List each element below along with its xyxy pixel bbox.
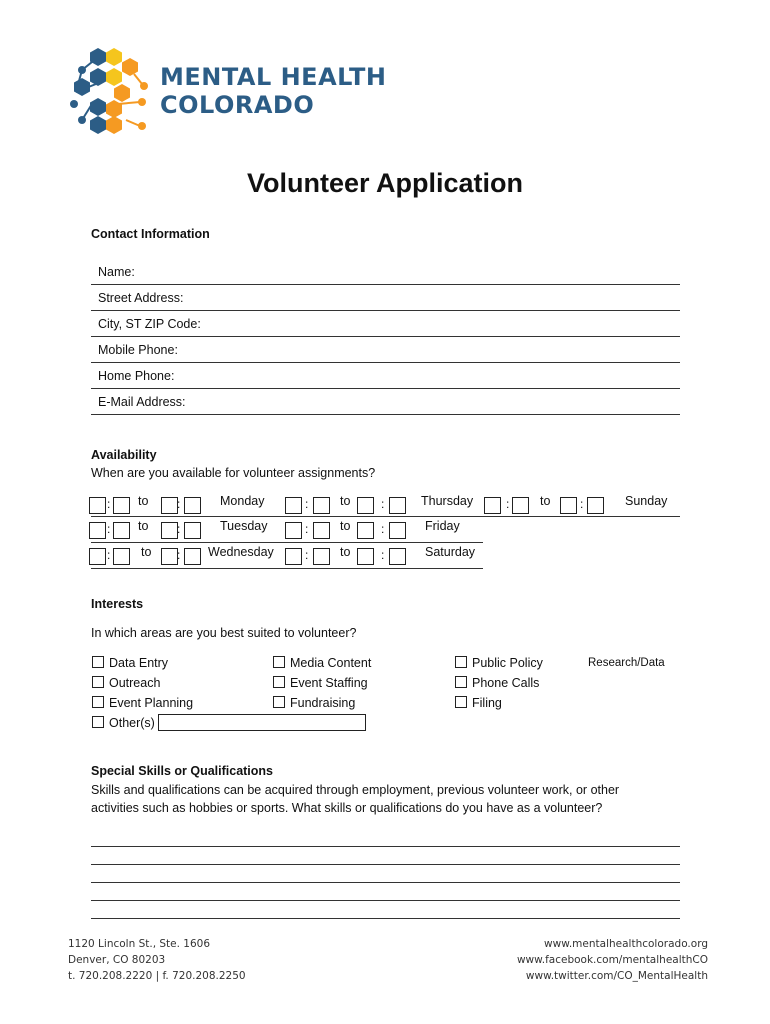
footer-twitter[interactable]: www.twitter.com/CO_MentalHealth — [525, 970, 708, 982]
footer-facebook[interactable]: www.facebook.com/mentalhealthCO — [516, 954, 708, 966]
checkbox-media-content[interactable] — [273, 656, 371, 670]
checkbox-icon — [92, 696, 104, 708]
sunday-end-hour-box[interactable] — [560, 497, 577, 514]
to-label: to — [340, 494, 351, 508]
skills-answer-line[interactable] — [91, 918, 680, 919]
skills-answer-line[interactable] — [91, 864, 680, 865]
contact-heading: Contact Information — [91, 227, 210, 241]
home-phone-field[interactable] — [91, 363, 680, 389]
checkbox-label: Data Entry — [109, 656, 169, 670]
time-colon: : — [506, 497, 510, 511]
day-thursday: Thursday — [421, 494, 474, 508]
day-sunday: Sunday — [625, 494, 668, 508]
mobile-phone-label: Mobile Phone: — [98, 343, 178, 357]
thursday-start-minute-box[interactable] — [313, 497, 330, 514]
friday-start-hour-box[interactable] — [285, 522, 302, 539]
wednesday-start-minute-box[interactable] — [113, 548, 130, 565]
skills-description-line2: activities such as hobbies or sports. What skills or qualifications do you have as a volunteer? — [91, 801, 603, 815]
checkbox-label: Outreach — [109, 676, 161, 690]
checkbox-outreach[interactable] — [92, 676, 160, 690]
day-monday: Monday — [220, 494, 265, 508]
sunday-end-minute-box[interactable] — [587, 497, 604, 514]
checkbox-icon — [92, 716, 104, 728]
interests-question: In which areas are you best suited to volunteer? — [91, 626, 357, 640]
time-colon: : — [177, 497, 181, 511]
wednesday-end-hour-box[interactable] — [161, 548, 181, 565]
footer-address-line1: 1120 Lincoln St., Ste. 1606 — [68, 938, 211, 950]
friday-start-minute-box[interactable] — [313, 522, 330, 539]
name-field[interactable] — [91, 259, 680, 285]
checkbox-phone-calls[interactable] — [455, 676, 539, 690]
checkbox-icon — [273, 696, 285, 708]
email-address-field[interactable] — [91, 389, 680, 415]
availability-row-divider — [91, 542, 483, 543]
page-title: Volunteer Application — [246, 168, 523, 198]
checkbox-icon — [92, 676, 104, 688]
time-colon: : — [580, 497, 584, 511]
skills-description-line1: Skills and qualifications can be acquired through employment, previous volunteer work, or other — [91, 783, 620, 797]
availability-row-divider — [91, 516, 680, 517]
interests-heading: Interests — [91, 597, 144, 611]
skills-answer-line[interactable] — [91, 900, 680, 901]
time-colon: : — [177, 522, 181, 536]
to-label: to — [340, 519, 351, 533]
city-state-zip-label: City, ST ZIP Code: — [98, 317, 201, 331]
wednesday-end-minute-box[interactable] — [184, 548, 201, 565]
checkbox-icon — [455, 696, 467, 708]
monday-start-minute-box[interactable] — [113, 497, 130, 514]
skills-heading: Special Skills or Qualifications — [91, 764, 274, 778]
thursday-end-hour-box[interactable] — [357, 497, 374, 514]
checkbox-others[interactable] — [92, 716, 155, 730]
checkbox-label: Phone Calls — [472, 676, 540, 690]
availability-heading: Availability — [91, 448, 157, 462]
time-colon: : — [107, 497, 111, 511]
street-address-field[interactable] — [91, 285, 680, 311]
thursday-start-hour-box[interactable] — [285, 497, 302, 514]
saturday-end-minute-box[interactable] — [389, 548, 406, 565]
research-data-label[interactable]: Research/Data — [588, 657, 665, 669]
thursday-end-minute-box[interactable] — [389, 497, 406, 514]
checkbox-public-policy[interactable] — [455, 656, 543, 670]
skills-answer-line[interactable] — [91, 882, 680, 883]
time-colon: : — [305, 522, 309, 536]
day-friday: Friday — [425, 519, 460, 533]
to-label: to — [141, 545, 152, 559]
checkbox-fundraising[interactable] — [273, 696, 355, 710]
checkbox-label: Event Planning — [109, 696, 194, 710]
other-interests-input[interactable] — [158, 714, 366, 731]
time-colon: : — [381, 497, 385, 511]
logo-text-line2: COLORADO — [160, 91, 315, 119]
to-label: to — [340, 545, 351, 559]
checkbox-icon — [273, 656, 285, 668]
friday-end-minute-box[interactable] — [389, 522, 406, 539]
footer-website[interactable]: www.mentalhealthcolorado.org — [544, 938, 708, 950]
checkbox-label: Fundraising — [290, 696, 356, 710]
footer-phones: t. 720.208.2220 | f. 720.208.2250 — [68, 970, 246, 982]
checkbox-label: Event Staffing — [290, 676, 368, 690]
time-colon: : — [177, 548, 181, 562]
tuesday-end-hour-box[interactable] — [161, 522, 181, 539]
checkbox-icon — [455, 676, 467, 688]
saturday-start-minute-box[interactable] — [313, 548, 330, 565]
time-colon: : — [305, 548, 309, 562]
day-saturday: Saturday — [425, 545, 476, 559]
availability-row-divider — [91, 568, 483, 569]
checkbox-icon — [273, 676, 285, 688]
city-state-zip-field[interactable] — [91, 311, 680, 337]
name-label: Name: — [98, 265, 135, 279]
tuesday-end-minute-box[interactable] — [184, 522, 201, 539]
time-colon: : — [381, 522, 385, 536]
checkbox-event-staffing[interactable] — [273, 676, 368, 690]
time-colon: : — [381, 548, 385, 562]
to-label: to — [138, 519, 149, 533]
day-tuesday: Tuesday — [220, 519, 268, 533]
monday-end-minute-box[interactable] — [184, 497, 201, 514]
availability-question: When are you available for volunteer assignments? — [91, 466, 376, 480]
monday-end-hour-box[interactable] — [161, 497, 181, 514]
home-phone-label: Home Phone: — [98, 369, 175, 383]
day-wednesday: Wednesday — [208, 545, 274, 559]
tuesday-start-minute-box[interactable] — [113, 522, 130, 539]
mobile-phone-field[interactable] — [91, 337, 680, 363]
checkbox-icon — [92, 656, 104, 668]
to-label: to — [138, 494, 149, 508]
tuesday-start-hour-box[interactable] — [89, 522, 106, 539]
footer-address-line2: Denver, CO 80203 — [68, 954, 166, 966]
friday-end-hour-box[interactable] — [357, 522, 374, 539]
saturday-start-hour-box[interactable] — [285, 548, 302, 565]
checkbox-data-entry[interactable] — [92, 656, 168, 670]
checkbox-label: Other(s) — [109, 716, 155, 730]
wednesday-start-hour-box[interactable] — [89, 548, 106, 565]
sunday-start-minute-box[interactable] — [512, 497, 529, 514]
saturday-end-hour-box[interactable] — [357, 548, 374, 565]
monday-start-hour-box[interactable] — [89, 497, 106, 514]
checkbox-event-planning[interactable] — [92, 696, 193, 710]
checkbox-label: Filing — [472, 696, 502, 710]
skills-answer-line[interactable] — [91, 846, 680, 847]
time-colon: : — [107, 522, 111, 536]
time-colon: : — [305, 497, 309, 511]
street-address-label: Street Address: — [98, 291, 184, 305]
checkbox-label: Media Content — [290, 656, 372, 670]
time-colon: : — [107, 548, 111, 562]
logo-text-line1: MENTAL HEALTH — [160, 63, 387, 91]
checkbox-label: Public Policy — [472, 656, 543, 670]
email-address-label: E-Mail Address: — [98, 395, 186, 409]
checkbox-icon — [455, 656, 467, 668]
sunday-start-hour-box[interactable] — [484, 497, 501, 514]
to-label: to — [540, 494, 551, 508]
checkbox-filing[interactable] — [455, 696, 502, 710]
